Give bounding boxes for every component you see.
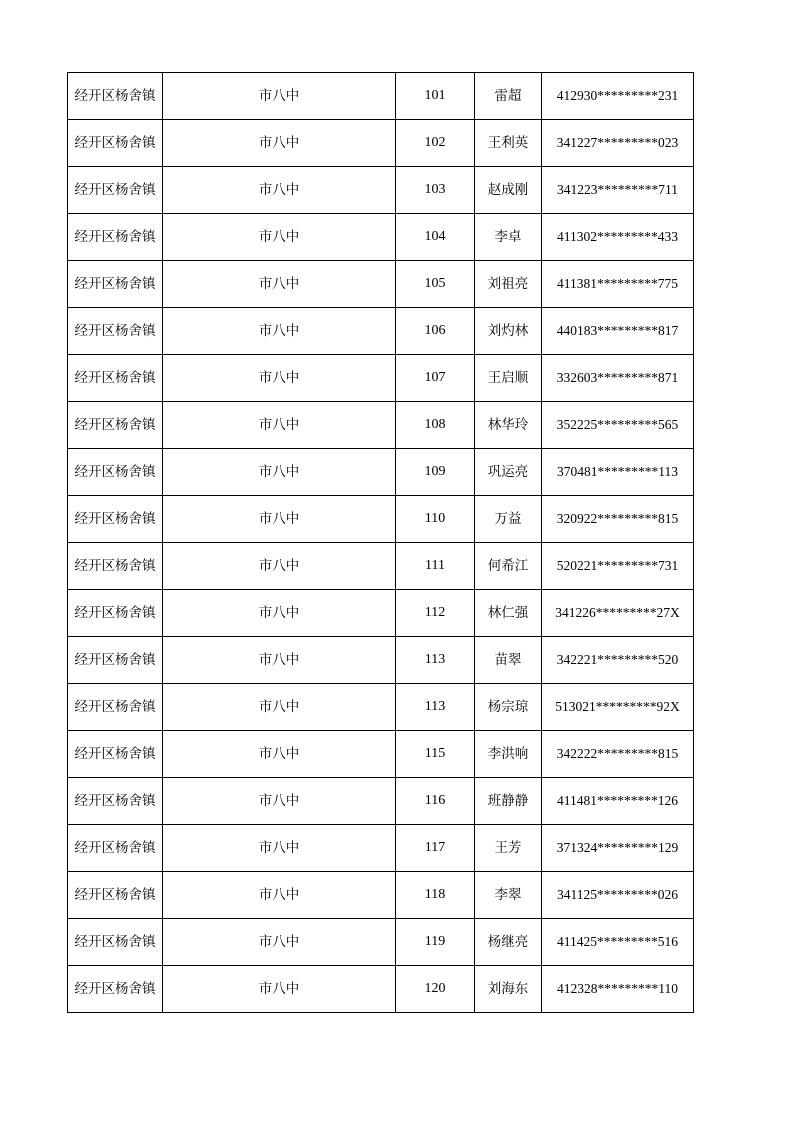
id-number-cell: 341227*********023 — [542, 120, 694, 167]
school-cell: 市八中 — [163, 919, 396, 966]
name-cell: 杨宗琼 — [475, 684, 542, 731]
table-row — [68, 543, 694, 590]
number-cell: 103 — [396, 167, 475, 214]
school-cell: 市八中 — [163, 355, 396, 402]
number-cell: 102 — [396, 120, 475, 167]
table-row — [68, 355, 694, 402]
school-cell: 市八中 — [163, 308, 396, 355]
number-cell: 110 — [396, 496, 475, 543]
roster-body — [68, 73, 694, 1013]
table-row — [68, 120, 694, 167]
table-row — [68, 872, 694, 919]
district-cell: 经开区杨舍镇 — [68, 496, 163, 543]
school-cell: 市八中 — [163, 73, 396, 120]
table-row — [68, 402, 694, 449]
id-number-cell: 440183*********817 — [542, 308, 694, 355]
name-cell: 刘祖亮 — [475, 261, 542, 308]
id-number-cell: 412328*********110 — [542, 966, 694, 1013]
id-number-cell: 411481*********126 — [542, 778, 694, 825]
district-cell: 经开区杨舍镇 — [68, 355, 163, 402]
school-cell: 市八中 — [163, 637, 396, 684]
name-cell: 李翠 — [475, 872, 542, 919]
table-row — [68, 919, 694, 966]
district-cell: 经开区杨舍镇 — [68, 966, 163, 1013]
school-cell: 市八中 — [163, 778, 396, 825]
table-row — [68, 449, 694, 496]
id-number-cell: 513021*********92X — [542, 684, 694, 731]
id-number-cell: 411425*********516 — [542, 919, 694, 966]
district-cell: 经开区杨舍镇 — [68, 919, 163, 966]
id-number-cell: 341223*********711 — [542, 167, 694, 214]
number-cell: 117 — [396, 825, 475, 872]
name-cell: 杨继亮 — [475, 919, 542, 966]
number-cell: 111 — [396, 543, 475, 590]
school-cell: 市八中 — [163, 684, 396, 731]
id-number-cell: 320922*********815 — [542, 496, 694, 543]
number-cell: 112 — [396, 590, 475, 637]
name-cell: 王启顺 — [475, 355, 542, 402]
roster-table — [67, 72, 694, 1013]
number-cell: 115 — [396, 731, 475, 778]
number-cell: 107 — [396, 355, 475, 402]
number-cell: 113 — [396, 637, 475, 684]
id-number-cell: 342221*********520 — [542, 637, 694, 684]
id-number-cell: 342222*********815 — [542, 731, 694, 778]
number-cell: 104 — [396, 214, 475, 261]
name-cell: 万益 — [475, 496, 542, 543]
table-row — [68, 214, 694, 261]
school-cell: 市八中 — [163, 214, 396, 261]
id-number-cell: 341226*********27X — [542, 590, 694, 637]
name-cell: 巩运亮 — [475, 449, 542, 496]
number-cell: 105 — [396, 261, 475, 308]
table-row — [68, 590, 694, 637]
id-number-cell: 370481*********113 — [542, 449, 694, 496]
name-cell: 王芳 — [475, 825, 542, 872]
table-row — [68, 73, 694, 120]
table-row — [68, 496, 694, 543]
name-cell: 何希江 — [475, 543, 542, 590]
id-number-cell: 520221*********731 — [542, 543, 694, 590]
district-cell: 经开区杨舍镇 — [68, 261, 163, 308]
number-cell: 109 — [396, 449, 475, 496]
school-cell: 市八中 — [163, 543, 396, 590]
name-cell: 赵成刚 — [475, 167, 542, 214]
number-cell: 108 — [396, 402, 475, 449]
school-cell: 市八中 — [163, 590, 396, 637]
district-cell: 经开区杨舍镇 — [68, 684, 163, 731]
district-cell: 经开区杨舍镇 — [68, 167, 163, 214]
number-cell: 118 — [396, 872, 475, 919]
district-cell: 经开区杨舍镇 — [68, 778, 163, 825]
number-cell: 101 — [396, 73, 475, 120]
name-cell: 林华玲 — [475, 402, 542, 449]
district-cell: 经开区杨舍镇 — [68, 637, 163, 684]
district-cell: 经开区杨舍镇 — [68, 120, 163, 167]
name-cell: 李卓 — [475, 214, 542, 261]
table-row — [68, 308, 694, 355]
district-cell: 经开区杨舍镇 — [68, 402, 163, 449]
district-cell: 经开区杨舍镇 — [68, 449, 163, 496]
district-cell: 经开区杨舍镇 — [68, 308, 163, 355]
name-cell: 刘灼林 — [475, 308, 542, 355]
name-cell: 刘海东 — [475, 966, 542, 1013]
table-row — [68, 966, 694, 1013]
district-cell: 经开区杨舍镇 — [68, 73, 163, 120]
name-cell: 雷超 — [475, 73, 542, 120]
number-cell: 106 — [396, 308, 475, 355]
id-number-cell: 371324*********129 — [542, 825, 694, 872]
school-cell: 市八中 — [163, 261, 396, 308]
id-number-cell: 412930*********231 — [542, 73, 694, 120]
id-number-cell: 341125*********026 — [542, 872, 694, 919]
district-cell: 经开区杨舍镇 — [68, 872, 163, 919]
school-cell: 市八中 — [163, 449, 396, 496]
table-row — [68, 637, 694, 684]
name-cell: 林仁强 — [475, 590, 542, 637]
school-cell: 市八中 — [163, 120, 396, 167]
id-number-cell: 411381*********775 — [542, 261, 694, 308]
name-cell: 李洪响 — [475, 731, 542, 778]
school-cell: 市八中 — [163, 402, 396, 449]
district-cell: 经开区杨舍镇 — [68, 214, 163, 261]
district-cell: 经开区杨舍镇 — [68, 825, 163, 872]
number-cell: 116 — [396, 778, 475, 825]
district-cell: 经开区杨舍镇 — [68, 590, 163, 637]
table-row — [68, 731, 694, 778]
name-cell: 苗翠 — [475, 637, 542, 684]
school-cell: 市八中 — [163, 496, 396, 543]
table-row — [68, 261, 694, 308]
number-cell: 120 — [396, 966, 475, 1013]
table-row — [68, 778, 694, 825]
table-row — [68, 825, 694, 872]
school-cell: 市八中 — [163, 872, 396, 919]
name-cell: 王利英 — [475, 120, 542, 167]
school-cell: 市八中 — [163, 167, 396, 214]
district-cell: 经开区杨舍镇 — [68, 731, 163, 778]
district-cell: 经开区杨舍镇 — [68, 543, 163, 590]
id-number-cell: 332603*********871 — [542, 355, 694, 402]
number-cell: 113 — [396, 684, 475, 731]
school-cell: 市八中 — [163, 731, 396, 778]
school-cell: 市八中 — [163, 966, 396, 1013]
name-cell: 班静静 — [475, 778, 542, 825]
number-cell: 119 — [396, 919, 475, 966]
table-row — [68, 684, 694, 731]
table-row — [68, 167, 694, 214]
id-number-cell: 411302*********433 — [542, 214, 694, 261]
id-number-cell: 352225*********565 — [542, 402, 694, 449]
school-cell: 市八中 — [163, 825, 396, 872]
